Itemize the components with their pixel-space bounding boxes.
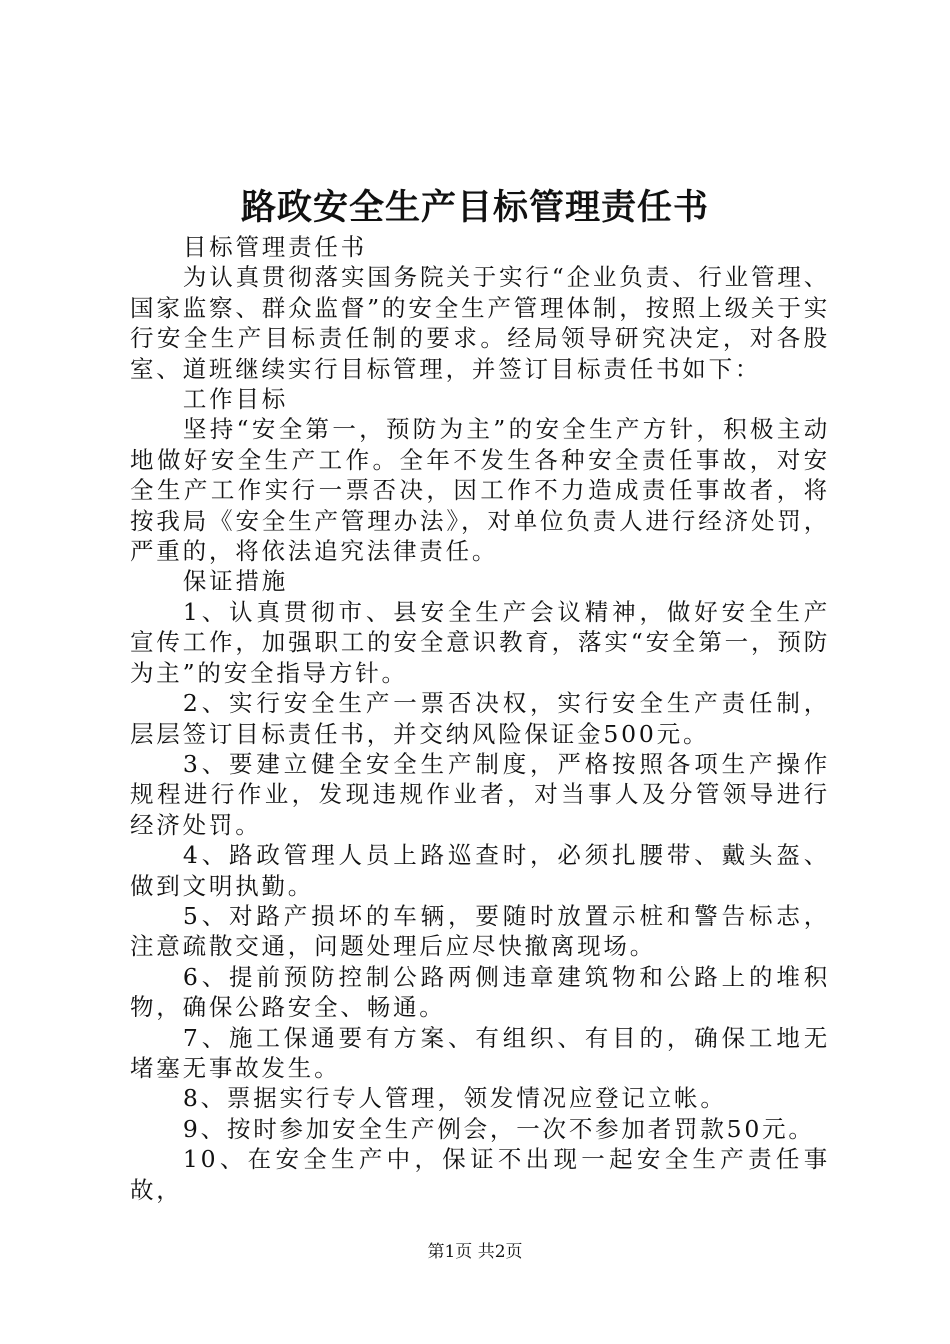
paragraph-heading-responsibility: 目标管理责任书 (182, 233, 367, 261)
paragraph-goals: 坚持“安全第一，预防为主”的安全生产方针，积极主动地做好安全生产工作。全年不发生各种安全责任事故，对安全生产工作实行一票否决，因工作不力造成责任事故者，将按我局《安全生产管理办法》，对单位负责人进行经济处罚，严重的，将依法追究法律责任。 (130, 415, 830, 566)
measure-item-9: 9、按时参加安全生产例会，一次不参加者罚款50元。 (182, 1114, 815, 1143)
document-body (130, 232, 830, 1205)
paragraph-heading-goals: 工作目标 (182, 385, 289, 414)
measure-item-8: 8、票据实行专人管理，领发情况应登记立帐。 (182, 1084, 727, 1113)
paragraph-intro: 为认真贯彻落实国务院关于实行“企业负责、行业管理、国家监察、群众监督”的安全生产管理体制，按照上级关于实行安全生产目标责任制的要求。经局领导研究决定，对各股室、道班继续实行目标管理，并签订目标责任书如下： (130, 263, 830, 383)
measure-item-7: 7、施工保通要有方案、有组织、有目的，确保工地无堵塞无事故发生。 (130, 1023, 830, 1082)
measure-item-5: 5、对路产损坏的车辆，要随时放置示桩和警告标志，注意疏散交通，问题处理后应尽快撤离现场。 (130, 901, 830, 961)
measure-item-6: 6、提前预防控制公路两侧违章建筑物和公路上的堆积物，确保公路安全、畅通。 (130, 962, 830, 1022)
paragraph-heading-measures: 保证措施 (182, 567, 289, 596)
measure-item-1: 1、认真贯彻市、县安全生产会议精神，做好安全生产宣传工作，加强职工的安全意识教育，落实“安全第一，预防为主”的安全指导方针。 (130, 597, 830, 687)
measure-item-3: 3、要建立健全安全生产制度，严格按照各项生产操作规程进行作业，发现违规作业者，对当事人及分管领导进行经济处罚。 (130, 749, 830, 839)
document-title: 路政安全生产目标管理责任书 (240, 187, 709, 228)
measure-item-10: 10、在安全生产中，保证不出现一起安全生产责任事故， (130, 1145, 830, 1204)
measure-item-2: 2、实行安全生产一票否决权，实行安全生产责任制，层层签订目标责任书，并交纳风险保证金500元。 (130, 689, 830, 748)
page-footer: 第1页 共2页 (427, 1242, 523, 1262)
measure-item-4: 4、路政管理人员上路巡查时，必须扎腰带、戴头盔、做到文明执勤。 (130, 841, 830, 900)
